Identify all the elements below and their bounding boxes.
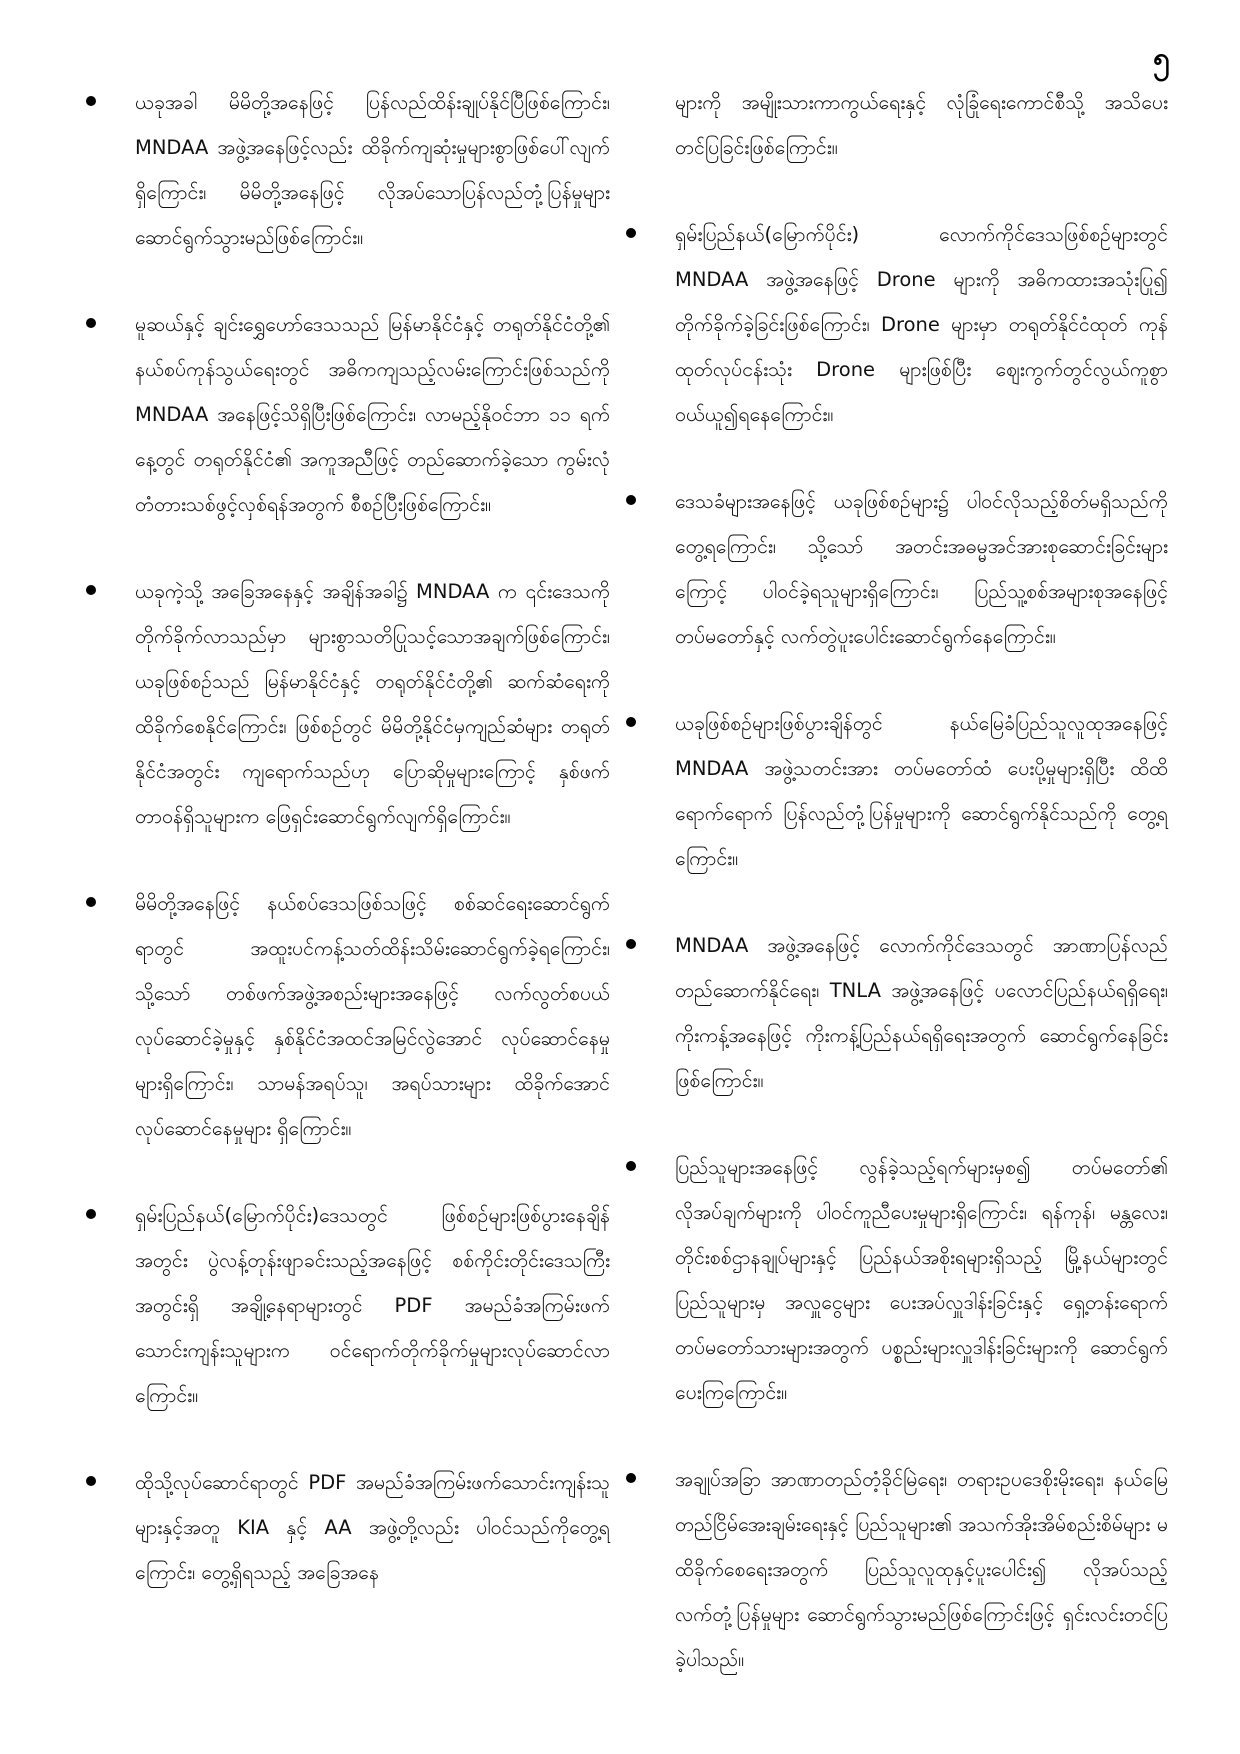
paragraph-text: ယခုဖြစ်စဉ်များဖြစ်ပွားချိန်တွင် နယ်မြေခံပြည်သူလူထုအနေဖြင့် MNDAA အဖွဲ့သတင်းအား တပ်မတော်ထံ ပေးပို့မှုများရှိပြီး ထိထိရောက်ရောက် ပြန်လည်တုံ့ပြန်မှုများကို ဆောင်ရွက်နိုင်သည်ကို တွေ့ရကြောင်း။	[675, 712, 1168, 870]
paragraph-text: ယခုကဲ့သို့ အခြေအနေနှင့် အချိန်အခါ၌ MNDAA က ၎င်းဒေသကိုတိုက်ခိုက်လာသည်မှာ များစွာသတိပြုသင့်သောအချက်ဖြစ်ကြောင်း၊ ယခုဖြစ်စဉ်သည် မြန်မာနိုင်ငံနှင့် တရုတ်နိုင်ငံတို့၏ ဆက်ဆံရေးကို ထိခိုက်စေနိုင်ကြောင်း၊ ဖြစ်စဉ်တွင် မိမိတို့နိုင်ငံမှကျည်ဆံများ တရုတ်နိုင်ငံအတွင်း ကျရောက်သည်ဟု ပြောဆိုမှုများကြောင့် နှစ်ဖက်တာဝန်ရှိသူများက ဖြေရှင်းဆောင်ရွက်လျက်ရှိကြောင်း။	[135, 580, 610, 828]
page-number: ၅	[1153, 41, 1170, 76]
bullet-paragraph	[620, 701, 1168, 881]
bullet-icon	[86, 1209, 96, 1219]
paragraph-text: ထိုသို့လုပ်ဆောင်ရာတွင် PDF အမည်ခံအကြမ်းဖက်သောင်းကျန်းသူများနှင့်အတူ KIA နှင့် AA အဖွဲ့တို့လည်း ပါဝင်သည်ကိုတွေ့ရကြောင်း၊ တွေ့ရှိရသည့် အခြေအနေ	[135, 1471, 610, 1584]
bullet-paragraph	[620, 923, 1168, 1103]
bullet-icon	[626, 495, 636, 505]
paragraph-text: MNDAA အဖွဲ့အနေဖြင့် လောက်ကိုင်ဒေသတွင် အာဏာပြန်လည်တည်ဆောက်နိုင်ရေး၊ TNLA အဖွဲ့အနေဖြင့် ပလောင်ပြည်နယ်ရရှိရေး၊ ကိုးကန့်အနေဖြင့် ကိုးကန့်ပြည်နယ်ရရှိရေးအတွက် ဆောင်ရွက်နေခြင်းဖြစ်ကြောင်း။	[675, 934, 1168, 1092]
bullet-paragraph	[80, 80, 610, 260]
paragraph-text: ဒေသခံများအနေဖြင့် ယခုဖြစ်စဉ်များ၌ ပါဝင်လိုသည့်စိတ်မရှိသည်ကိုတွေ့ရကြောင်း၊ သို့သော် အတင်းအဓမ္မအင်အားစုဆောင်းခြင်းများကြောင့် ပါဝင်ခဲ့ရသူများရှိကြောင်း၊ ပြည်သူ့စစ်အများစုအနေဖြင့် တပ်မတော်နှင့် လက်တွဲပူးပေါင်းဆောင်ရွက်နေကြောင်း။	[675, 490, 1168, 648]
paragraph-text: မူဆယ်နှင့် ချင်းရွှေဟော်ဒေသသည် မြန်မာနိုင်ငံနှင့် တရုတ်နိုင်ငံတို့၏ နယ်စပ်ကုန်သွယ်ရေးတွင် အဓိကကျသည့်လမ်းကြောင်းဖြစ်သည်ကို MNDAA အနေဖြင့်သိရှိပြီးဖြစ်ကြောင်း၊ လာမည့်နိုဝင်ဘာ ၁၁ ရက်နေ့တွင် တရုတ်နိုင်ငံ၏ အကူအညီဖြင့် တည်ဆောက်ခဲ့သော ကွမ်းလုံတံတားသစ်ဖွင့်လှစ်ရန်အတွက် စီစဉ်ပြီးဖြစ်ကြောင်း။	[135, 313, 610, 516]
bullet-paragraph	[80, 569, 610, 839]
continued-paragraph-text: များကို အမျိုးသားကာကွယ်ရေးနှင့် လုံခြုံရေးကောင်စီသို့ အသိပေး တင်ပြခြင်းဖြစ်ကြောင်း။	[675, 91, 1168, 159]
paragraph-text: အချုပ်အခြာ အာဏာတည်တံ့ခိုင်မြဲရေး၊ တရားဥပဒေစိုးမိုးရေး၊ နယ်မြေတည်ငြိမ်အေးချမ်းရေးနှင့် ပြည်သူများ၏ အသက်အိုးအိမ်စည်းစိမ်များ မထိခိုက်စေရေးအတွက် ပြည်သူလူထုနှင့်ပူးပေါင်း၍ လိုအပ်သည့်လက်တုံ့ပြန်မှုများ ဆောင်ရွက်သွားမည်ဖြစ်ကြောင်းဖြင့် ရှင်းလင်းတင်ပြခဲ့ပါသည်။	[675, 1468, 1168, 1671]
bullet-icon	[86, 897, 96, 907]
bullet-icon	[86, 96, 96, 106]
bullet-icon	[626, 228, 636, 238]
paragraph-text: ပြည်သူများအနေဖြင့် လွန်ခဲ့သည့်ရက်များမှစ၍ တပ်မတော်၏ လိုအပ်ချက်များကို ပါဝင်ကူညီပေးမှုများရှိကြောင်း၊ ရန်ကုန်၊ မန္တလေး၊ တိုင်းစစ်ဌာနချုပ်များနှင့် ပြည်နယ်အစိုးရများရှိသည့် မြို့နယ်များတွင် ပြည်သူများမှ အလှူငွေများ ပေးအပ်လှူဒါန်းခြင်းနှင့် ရှေ့တန်းရောက်တပ်မတော်သားများအတွက် ပစ္စည်းများလှူဒါန်းခြင်းများကို ဆောင်ရွက်ပေးကြကြောင်း။	[675, 1156, 1168, 1404]
left-column	[80, 80, 610, 1637]
bullet-paragraph	[620, 212, 1168, 437]
bullet-paragraph	[80, 1460, 610, 1595]
bullet-paragraph	[80, 881, 610, 1151]
paragraph-text: ရှမ်းပြည်နယ်(မြောက်ပိုင်း)ဒေသတွင် ဖြစ်စဉ်များဖြစ်ပွားနေချိန်အတွင်း ပွဲလန့်တုန်းဖျာခင်းသည့်အနေဖြင့် စစ်ကိုင်းတိုင်းဒေသကြီးအတွင်းရှိ အချို့နေရာများတွင် PDF အမည်ခံအကြမ်းဖက်သောင်းကျန်းသူများက ဝင်ရောက်တိုက်ခိုက်မှုများလုပ်ဆောင်လာကြောင်း။	[135, 1204, 610, 1407]
bullet-icon	[626, 939, 636, 949]
bullet-icon	[626, 1161, 636, 1171]
bullet-icon	[626, 1473, 636, 1483]
bullet-icon	[626, 717, 636, 727]
bullet-paragraph	[620, 1457, 1168, 1682]
paragraph-text: ရှမ်းပြည်နယ်(မြောက်ပိုင်း) လောက်ကိုင်ဒေသဖြစ်စဉ်များတွင် MNDAA အဖွဲ့အနေဖြင့် Drone များကို အဓိကထားအသုံးပြု၍ တိုက်ခိုက်ခဲ့ခြင်းဖြစ်ကြောင်း၊ Drone များမှာ တရုတ်နိုင်ငံထုတ် ကုန်ထုတ်လုပ်ငန်းသုံး Drone များဖြစ်ပြီး ဈေးကွက်တွင်လွယ်ကူစွာဝယ်ယူ၍ရနေကြောင်း။	[675, 223, 1168, 426]
paragraph-text: ယခုအခါ မိမိတို့အနေဖြင့် ပြန်လည်ထိန်းချုပ်နိုင်ပြီဖြစ်ကြောင်း၊ MNDAA အဖွဲ့အနေဖြင့်လည်း ထိခိုက်ကျဆုံးမှုများစွာဖြစ်ပေါ်လျက်ရှိကြောင်း၊ မိမိတို့အနေဖြင့် လိုအပ်သောပြန်လည်တုံ့ပြန်မှုများ ဆောင်ရွက်သွားမည်ဖြစ်ကြောင်း။	[135, 91, 610, 249]
bullet-paragraph	[620, 479, 1168, 659]
bullet-paragraph	[620, 1145, 1168, 1415]
right-column	[620, 80, 1168, 1724]
bullet-icon	[86, 1476, 96, 1486]
bullet-paragraph	[80, 1193, 610, 1418]
bullet-icon	[86, 585, 96, 595]
paragraph-text: မိမိတို့အနေဖြင့် နယ်စပ်ဒေသဖြစ်သဖြင့် စစ်ဆင်ရေးဆောင်ရွက်ရာတွင် အထူးပင်ကန့်သတ်ထိန်းသိမ်းဆောင်ရွက်ခဲ့ရကြောင်း၊ သို့သော် တစ်ဖက်အဖွဲ့အစည်းများအနေဖြင့် လက်လွတ်စပယ်လုပ်ဆောင်ခဲ့မှုနှင့် နှစ်နိုင်ငံအထင်အမြင်လွဲအောင် လုပ်ဆောင်နေမှုများရှိကြောင်း၊ သာမန်အရပ်သူ၊ အရပ်သားများ ထိခိုက်အောင် လုပ်ဆောင်နေမှုများ ရှိကြောင်း။	[135, 892, 610, 1140]
bullet-paragraph	[80, 302, 610, 527]
bullet-icon	[86, 318, 96, 328]
